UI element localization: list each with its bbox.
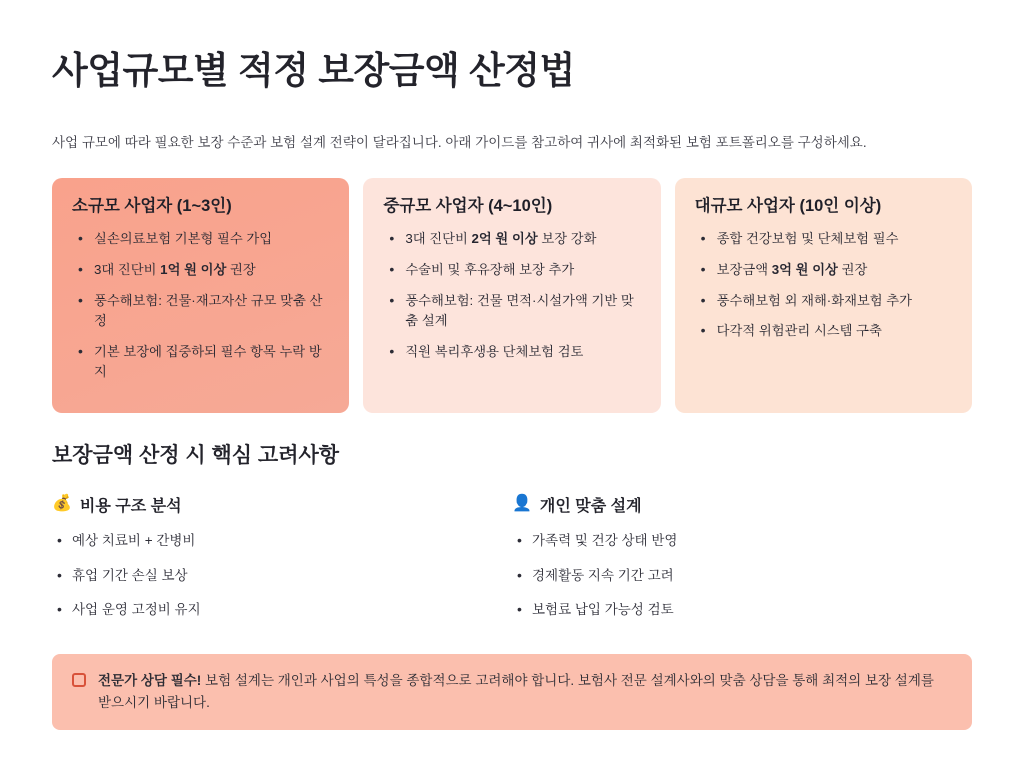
notice-text [98, 670, 950, 715]
person-icon: 👤 [512, 495, 532, 513]
list-item: • 사업 운영 고정비 유지 [72, 599, 482, 621]
item-text-pre: 다각적 위험관리 시스템 구축 [716, 323, 882, 339]
notice-bold: 전문가 상담 필수! [98, 672, 202, 688]
card-list [695, 229, 952, 341]
item-text-pre: 3대 진단비 [405, 231, 472, 247]
card-heading: 소규모 사업자 (1~3인) [72, 196, 232, 215]
item-text-pre: 풍수해보험: 건물·재고자산 규모 맞춤 산정 [94, 292, 323, 329]
section-title-considerations: 보장금액 산정 시 핵심 고려사항 [52, 443, 340, 467]
item-text-post: 권장 [226, 261, 256, 277]
item-text-pre: 보장금액 [716, 261, 772, 277]
item-text-bold: 3억 원 이상 [771, 261, 838, 277]
list-item: • 예상 치료비 + 간병비 [72, 530, 482, 552]
business-size-cards [52, 178, 972, 413]
card-heading: 대규모 사업자 (10인 이상) [694, 196, 882, 215]
item-text-bold: 2억 원 이상 [471, 231, 538, 247]
card-large-business [675, 178, 972, 413]
list-item [715, 229, 952, 250]
note-icon [72, 673, 86, 687]
item-text-post: 보장 강화 [537, 231, 597, 247]
list-item [403, 260, 640, 281]
item-text-pre: 풍수해보험: 건물 면적·시설가액 기반 맞춤 설계 [405, 292, 634, 329]
card-small-business [52, 178, 349, 413]
item-text-pre: 3대 진단비 [94, 261, 161, 277]
item-text-post: 권장 [837, 261, 868, 277]
card-medium-business [363, 178, 660, 413]
item-text-pre: 수술비 및 후유장해 보장 추가 [405, 261, 575, 277]
item-text-pre: 실손의료보험 기본형 필수 가입 [94, 231, 273, 247]
item-text-pre: 기본 보장에 집중하되 필수 항목 누락 방지 [94, 343, 322, 380]
list-item [92, 342, 329, 383]
card-heading: 중규모 사업자 (4~10인) [383, 196, 553, 215]
list-item: • 보험료 납입 가능성 검토 [532, 599, 942, 621]
list-item [92, 291, 329, 332]
item-text-bold: 1억 원 이상 [160, 261, 227, 277]
item-text-pre: 풍수해보험 외 재해·화재보험 추가 [716, 292, 912, 308]
list-item: • 경제활동 지속 기간 고려 [532, 565, 942, 587]
list-item [715, 291, 952, 312]
consideration-list [512, 530, 942, 621]
consideration-heading [52, 493, 482, 516]
card-list [383, 229, 640, 362]
intro-paragraph: 사업 규모에 따라 필요한 보장 수준과 보험 설계 전략이 달라집니다. 아래 가이드를 참고하여 귀사에 최적화된 보험 포트폴리오를 구성하세요. [52, 135, 867, 151]
money-bag-icon: 💰 [52, 495, 72, 513]
card-list [72, 229, 329, 383]
list-item [92, 229, 329, 250]
list-item [403, 229, 640, 250]
consideration-personal-design [512, 493, 972, 634]
expert-consultation-notice [52, 654, 972, 731]
notice-body: 보험 설계는 개인과 사업의 특성을 종합적으로 고려해야 합니다. 보험사 전문 설계사와의 맞춤 상담을 통해 최적의 보장 설계를 받으시기 바랍니다. [98, 672, 934, 710]
consideration-heading-label: 비용 구조 분석 [79, 497, 182, 515]
consideration-heading [512, 493, 942, 516]
consideration-cost-structure [52, 493, 512, 634]
item-text-pre: 직원 복리후생용 단체보험 검토 [405, 343, 584, 359]
consideration-list [52, 530, 482, 621]
list-item [715, 260, 952, 281]
list-item [403, 291, 640, 332]
considerations-columns [52, 493, 972, 634]
list-item: • 가족력 및 건강 상태 반영 [532, 530, 942, 552]
consideration-heading-label: 개인 맞춤 설계 [539, 497, 642, 515]
list-item: • 휴업 기간 손실 보상 [72, 565, 482, 587]
list-item [403, 342, 640, 363]
item-text-pre: 종합 건강보험 및 단체보험 필수 [716, 231, 899, 247]
list-item [92, 260, 329, 281]
list-item [715, 321, 952, 342]
page-title: 사업규모별 적정 보장금액 산정법 [52, 50, 575, 91]
